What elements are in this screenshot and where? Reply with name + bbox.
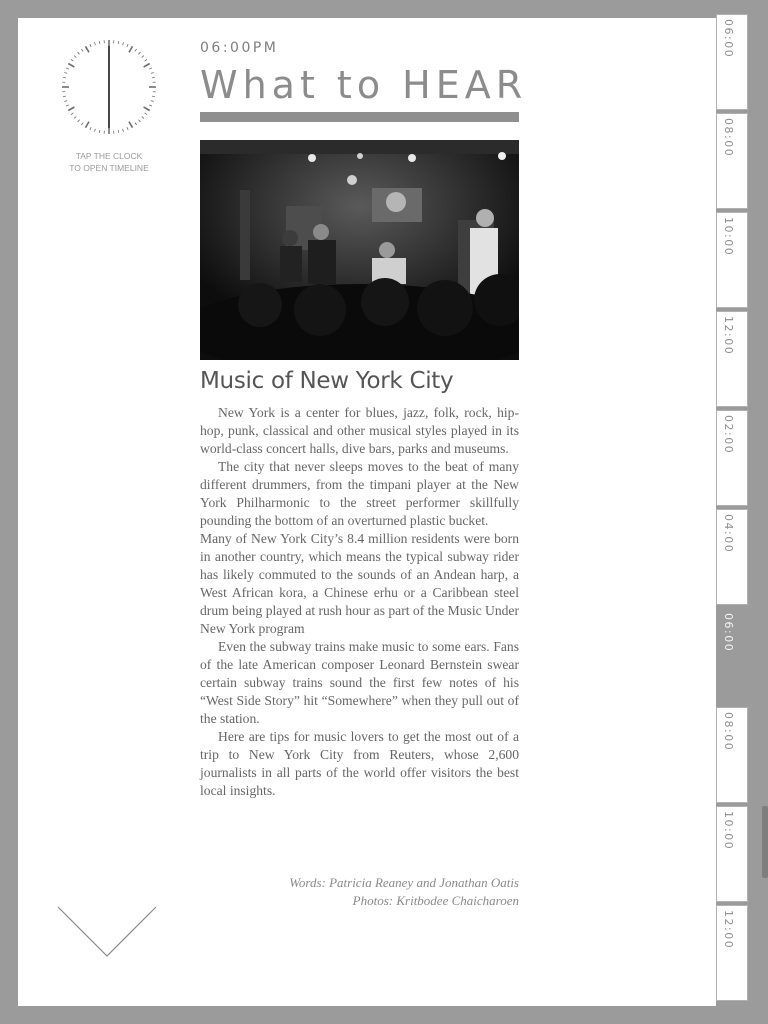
clock-hint-line1: TAP THE CLOCK [75, 151, 143, 161]
article-paragraph: New York is a center for blues, jazz, folk, rock, hip-hop, punk, classical and other musical styles played in its world-class concert halls, dive bars, parks and museums. [200, 405, 519, 456]
clock-tick [81, 123, 83, 125]
clock-tick [144, 107, 150, 111]
clock-tick [123, 129, 124, 132]
clock-tick [118, 130, 119, 133]
scrollbar-thumb[interactable] [762, 806, 768, 878]
timeline-item[interactable] [716, 806, 748, 902]
clock-tick [129, 122, 133, 128]
clock-tick [99, 41, 100, 44]
clock-tick [94, 42, 95, 45]
timeline-item[interactable] [716, 113, 748, 209]
clock-tick [145, 59, 147, 61]
timeline-label: 10:00 [722, 811, 735, 851]
article-paragraph: Even the subway trains make music to some ears. Fans of the late American composer Leonard Bernstein swear certain subway trains sound the first few notes of his “West Side Story” hit “Somewhere” when they pull out of the station. [200, 639, 519, 726]
clock-tick [94, 129, 95, 132]
clock-tick [64, 101, 67, 102]
article-photo [200, 140, 519, 360]
timeline-label: 12:00 [722, 910, 735, 950]
clock-tick [78, 120, 80, 122]
article-paragraph: Many of New York City’s 8.4 million residents were born in another country, which means the typical subway rider has likely commuted to the sounds of an Andean harp, a West African kora, a Chinese erhu or a Caribbean steel drum being played at rush hour as part of the Music Under New York program [200, 531, 519, 636]
timeline-item[interactable] [716, 905, 748, 1001]
clock-tick [152, 96, 155, 97]
section-title: What to HEAR [200, 63, 528, 107]
title-underline [200, 112, 519, 122]
clock-tick [138, 120, 140, 122]
clock-tick [149, 68, 152, 69]
clock-tick [129, 46, 133, 52]
clock-tick [127, 44, 128, 47]
timeline-label: 12:00 [722, 316, 735, 356]
clock-tick [66, 68, 69, 69]
clock-tick [64, 72, 67, 73]
clock-tick [86, 46, 90, 52]
article-paragraph: The city that never sleeps moves to the beat of many different drummers, from the timpani player at the New York Philharmonic to the street performer skillfully pounding the bottom of an overturned plastic bucket. [200, 459, 519, 528]
timeline-label: 04:00 [722, 514, 735, 554]
timeline-label: 02:00 [722, 415, 735, 455]
clock-tick [71, 59, 73, 61]
clock-tick [142, 56, 144, 58]
timeline-item[interactable] [716, 311, 748, 407]
timeline [716, 14, 750, 1010]
timeline-label: 10:00 [722, 217, 735, 257]
timeline-item[interactable] [716, 410, 748, 506]
clock-tick [71, 113, 73, 115]
clock-hint [46, 150, 172, 174]
timeline-label: 08:00 [722, 712, 735, 752]
clock-tick [78, 52, 80, 54]
clock-hint-line2: TO OPEN TIMELINE [69, 163, 149, 173]
clock-tick [68, 64, 74, 68]
clock-tick [86, 122, 90, 128]
timeline-label: 06:00 [722, 19, 735, 59]
article-body [200, 404, 519, 800]
clock-tick [99, 130, 100, 133]
clock-tick [81, 49, 83, 51]
clock-tick [151, 72, 154, 73]
time-label: 06:00PM [200, 40, 279, 56]
article-credits [200, 874, 519, 910]
timeline-item[interactable] [716, 707, 748, 803]
clock-tick [118, 41, 119, 44]
timeline-item[interactable] [716, 608, 748, 704]
clock-tick [135, 123, 137, 125]
timeline-label: 06:00 [722, 613, 735, 653]
chevron-down-icon[interactable] [57, 906, 157, 958]
timeline-label: 08:00 [722, 118, 735, 158]
clock-tick [127, 127, 128, 130]
clock-tick [90, 127, 91, 130]
clock-tick [145, 113, 147, 115]
timeline-item[interactable] [716, 509, 748, 605]
clock-tick [66, 105, 69, 106]
timeline-item[interactable] [716, 212, 748, 308]
clock-tick [63, 96, 66, 97]
clock-tick [138, 52, 140, 54]
timeline-item[interactable] [716, 14, 748, 110]
article-title: Music of New York City [200, 368, 454, 394]
clock-tick [135, 49, 137, 51]
credit-words: Words: Patricia Reaney and Jonathan Oatis [289, 875, 519, 890]
clock-tick [151, 101, 154, 102]
clock-tick [149, 105, 152, 106]
article-paragraph: Here are tips for music lovers to get the most out of a trip to New York City from Reuters, whose 2,600 journalists in all parts of the world offer visitors the best local insights. [200, 729, 519, 798]
clock-tick [68, 107, 74, 111]
clock-tick [74, 56, 76, 58]
clock-tick [123, 42, 124, 45]
clock-tick [144, 64, 150, 68]
clock-tick [142, 116, 144, 118]
clock-tick [152, 77, 155, 78]
clock-tick [90, 44, 91, 47]
clock-tick [63, 77, 66, 78]
clock-icon[interactable] [60, 38, 158, 136]
clock-tick [74, 116, 76, 118]
credit-photos: Photos: Kritbodee Chaicharoen [352, 893, 519, 908]
